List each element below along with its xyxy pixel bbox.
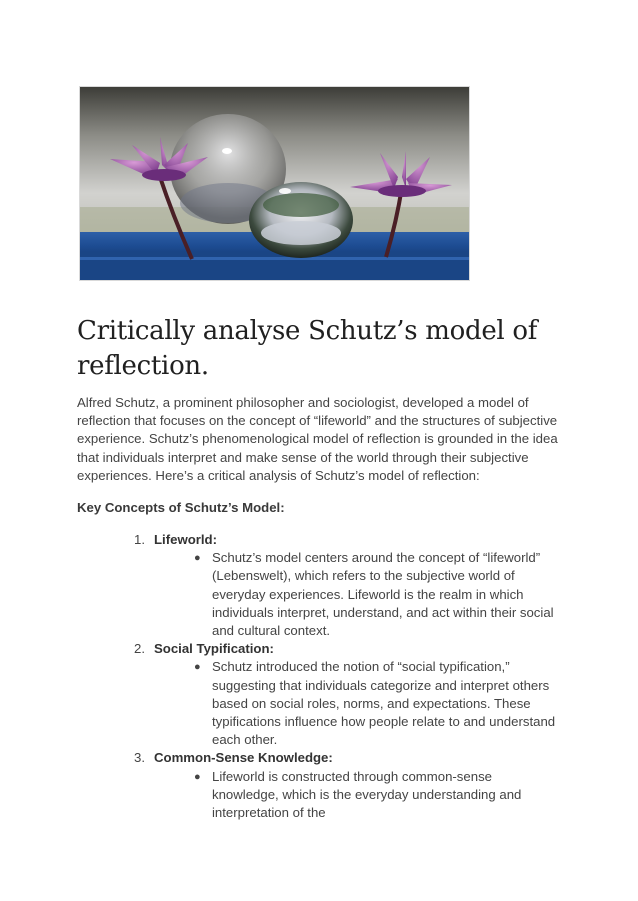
concept-list (77, 531, 597, 822)
bullet-icon: ● (194, 552, 201, 565)
list-number: 1. (134, 532, 145, 547)
hero-photo (79, 86, 470, 281)
concept-title: Social Typification: (154, 641, 274, 657)
section-heading: Key Concepts of Schutz’s Model: (77, 500, 285, 515)
list-item (77, 749, 597, 822)
list-item (77, 640, 597, 749)
list-item (77, 531, 597, 640)
concept-title: Common-Sense Knowledge: (154, 750, 333, 766)
concept-bullet (154, 658, 562, 749)
concept-text: Schutz introduced the notion of “social typification,” suggesting that individuals categorize and interpret others based on social roles, norms, and expectations. These typifications influence how people relate to and understand each other. (212, 659, 556, 748)
concept-title: Lifeworld: (154, 532, 218, 547)
water-lily-crystal-ball-photo (80, 87, 469, 280)
bullet-icon: ● (194, 770, 201, 783)
list-number: 3. (134, 750, 145, 766)
concept-text: Lifeworld is constructed through common-sense knowledge, which is the everyday understanding and interpretation of the (212, 768, 522, 821)
intro-paragraph: Alfred Schutz, a prominent philosopher and sociologist, developed a model of reflection that focuses on the concept of “lifeworld” and the structures of subjective experience. Schutz’s phenomenological model of reflection is grounded in the idea that individuals interpret and make sense of the world through their subjective experiences. Here’s a critical analysis of Schutz’s model of reflection: (77, 395, 558, 483)
page-title: Critically analyse Schutz’s model of reflection. (77, 316, 538, 381)
bullet-icon: ● (194, 661, 201, 674)
concept-bullet (154, 768, 562, 823)
list-number: 2. (134, 641, 145, 657)
concept-bullet (154, 549, 562, 640)
concept-text: Schutz’s model centers around the concept of “lifeworld” (Lebenswelt), which refers to the subjective world of everyday experiences. Lifeworld is the realm in which individuals interpret, understand, and act within their social and cultural context. (212, 550, 554, 639)
